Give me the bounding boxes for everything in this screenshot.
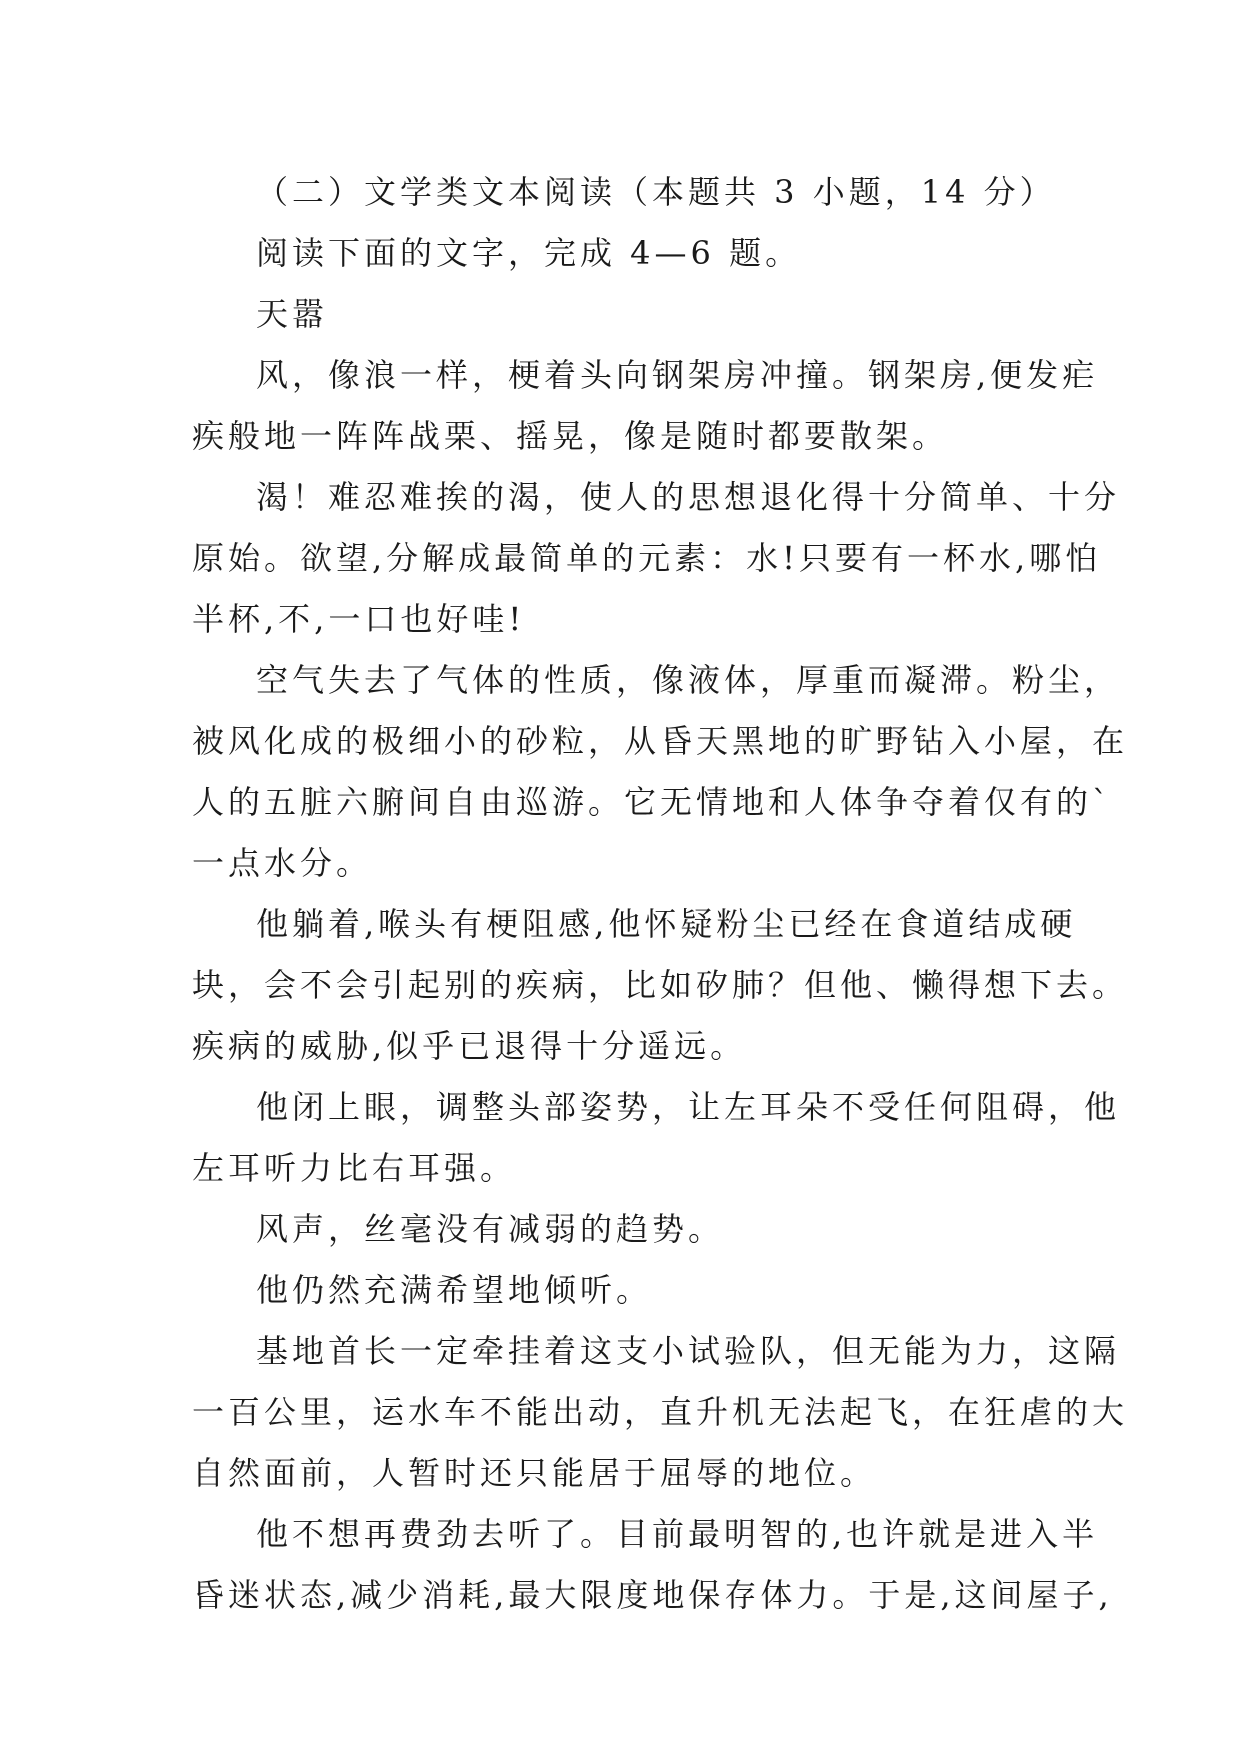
paragraph-line: 他闭上眼，调整头部姿势，让左耳朵不受任何阻碍，他 bbox=[256, 1088, 1121, 1126]
paragraph-line: 原始。欲望,分解成最简单的元素：水!只要有一杯水,哪怕 bbox=[192, 539, 1102, 577]
paragraph-line: 一百公里，运水车不能出动，直升机无法起飞，在狂虐的大 bbox=[192, 1393, 1129, 1431]
story-title: 天嚣 bbox=[256, 295, 329, 333]
paragraph-line: 自然面前，人暂时还只能居于屈辱的地位。 bbox=[192, 1454, 877, 1492]
paragraph-line: 左耳听力比右耳强。 bbox=[192, 1149, 517, 1187]
article-body bbox=[192, 162, 1129, 1626]
section-heading: （二）文学类文本阅读（本题共 3 小题，14 分） bbox=[256, 173, 1056, 211]
paragraph-line: 空气失去了气体的性质，像液体，厚重而凝滞。粉尘， bbox=[256, 661, 1121, 699]
paragraph-line: 被风化成的极细小的砂粒，从昏天黑地的旷野钻入小屋，在 bbox=[192, 722, 1129, 760]
paragraph-line: 风，像浪一样，梗着头向钢架房冲撞。钢架房,便发疟 bbox=[256, 356, 1099, 394]
paragraph-line: 半杯,不,一口也好哇! bbox=[192, 600, 526, 638]
paragraph-line: 他不想再费劲去听了。目前最明智的,也许就是进入半 bbox=[256, 1515, 1099, 1553]
paragraph-line: 他仍然充满希望地倾听。 bbox=[256, 1271, 653, 1309]
paragraph-line: 块，会不会引起别的疾病，比如矽肺？但他、懒得想下去。 bbox=[192, 966, 1129, 1004]
paragraph-line: 一点水分。 bbox=[192, 844, 373, 882]
paragraph-line: 人的五脏六腑间自由巡游。它无情地和人体争夺着仅有的` bbox=[192, 783, 1113, 821]
reading-instruction: 阅读下面的文字，完成 4—6 题。 bbox=[256, 234, 802, 272]
paragraph-line: 渴！难忍难挨的渴，使人的思想退化得十分简单、十分 bbox=[256, 478, 1121, 516]
paragraph-line: 风声，丝毫没有减弱的趋势。 bbox=[256, 1210, 725, 1248]
paragraph-line: 他躺着,喉头有梗阻感,他怀疑粉尘已经在食道结成硬 bbox=[256, 905, 1077, 943]
paragraph-line: 疾般地一阵阵战栗、摇晃，像是随时都要散架。 bbox=[192, 417, 949, 455]
paragraph-line: 基地首长一定牵挂着这支小试验队，但无能为力，这隔 bbox=[256, 1332, 1121, 1370]
paragraph-line: 昏迷状态,减少消耗,最大限度地保存体力。于是,这间屋子, bbox=[192, 1576, 1113, 1614]
paragraph-line: 疾病的威胁,似乎已退得十分遥远。 bbox=[192, 1027, 747, 1065]
